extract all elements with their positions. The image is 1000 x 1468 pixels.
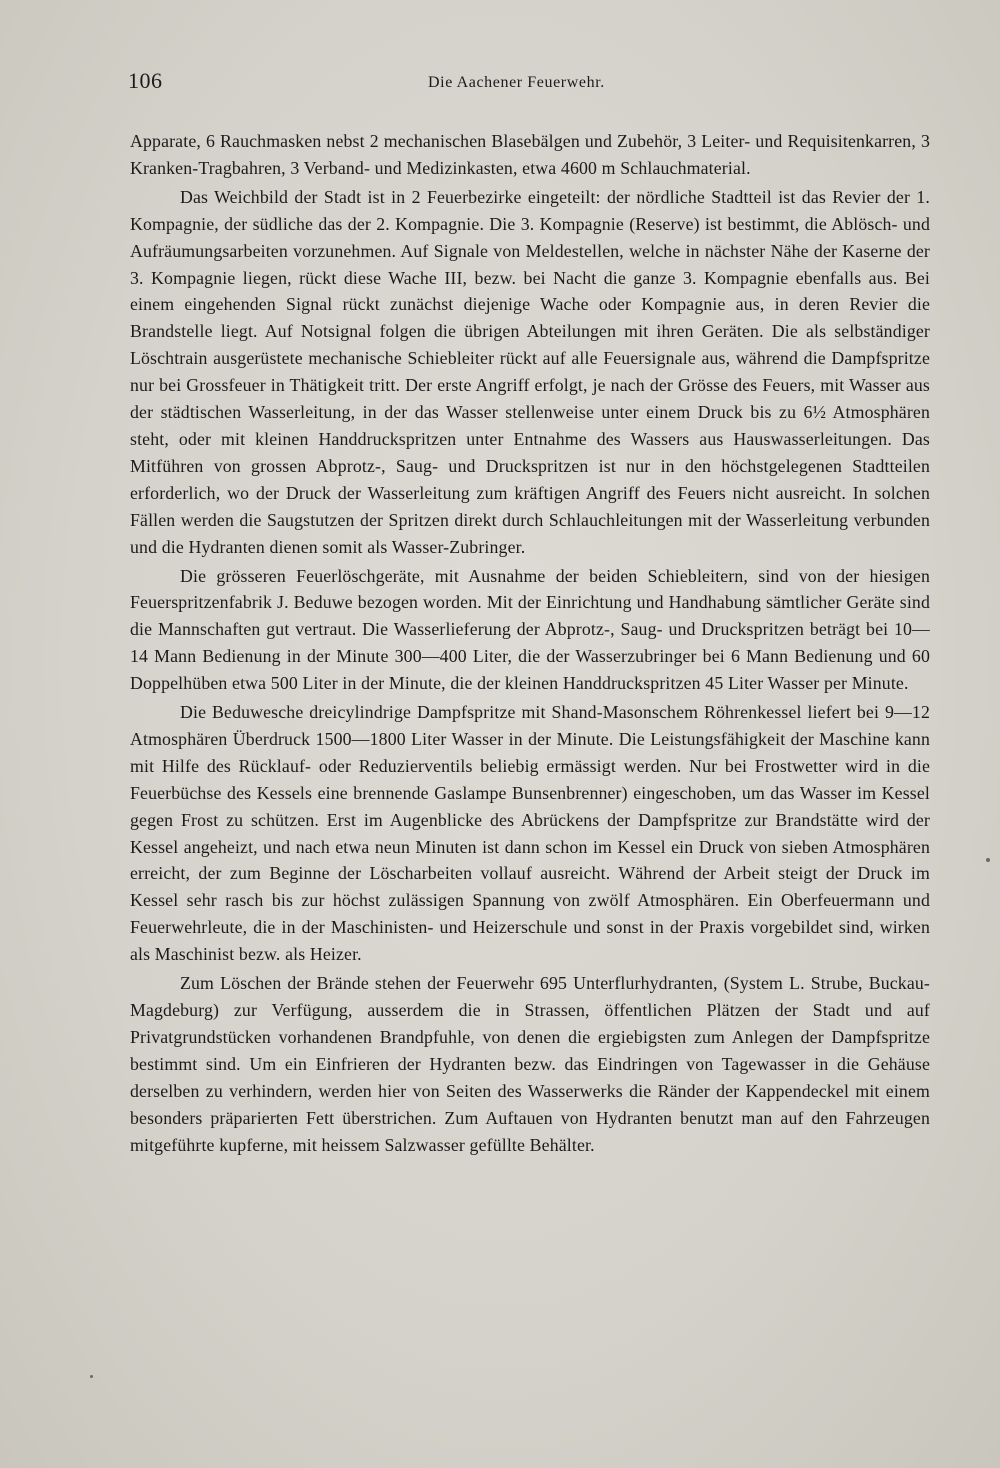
body-text bbox=[130, 128, 930, 1158]
paragraph-hydrants: Zum Löschen der Brände stehen der Feuerwehr 695 Unterflurhydranten, (System L. Strube, Buckau-Magdeburg) zur Verfügung, ausserdem die in Strassen, öffentlichen Plätzen der Stadt und auf Privatgrundstücken vorhandenen Brandpfuhle, von denen die ergiebigsten zum Anlegen der Dampfspritze bestimmt sind. Um ein Einfrieren der Hydranten bezw. das Eindringen von Tagewasser in die Gehäuse derselben zu verhindern, werden hier von Seiten des Wasserwerks die Ränder der Kappendeckel mit einem besonders präparierten Fett überstrichen. Zum Auftauen von Hydranten benutzt man auf den Fahrzeugen mitgeführte kupferne, mit heissem Salzwasser gefüllte Behälter. bbox=[130, 973, 930, 1155]
paragraph-steam-pump: Die Beduwesche dreicylindrige Dampfspritze mit Shand-Masonschem Röhrenkessel liefert bei 9—12 Atmosphären Überdruck 1500—1800 Liter Wasser in der Minute. Die Leistungsfähigkeit der Maschine kann mit Hilfe des Rücklauf- oder Reduzierventils beliebig ermässigt werden. Nur bei Frostwetter wird in die Feuerbüchse des Kessels eine brennende Gaslampe Bunsenbrenner) eingeschoben, um das Wasser im Kessel gegen Frost zu schützen. Erst im Augenblicke des Abrückens der Dampfspritze zur Brandstätte wird der Kessel angeheizt, und nach etwa neun Minuten ist dann schon im Kessel ein Druck von sieben Atmosphären erreicht, der zum Beginne der Löscharbeiten vollauf ausreicht. Während der Arbeit steigt der Druck im Kessel sehr rasch bis zur höchst zulässigen Spannung von zwölf Atmosphären. Ein Oberfeuermann und Feuerwehrleute, die in der Maschinisten- und Heizerschule und sonst in der Praxis vorgebildet sind, wirken als Maschinist bezw. als Heizer. bbox=[130, 702, 930, 965]
paragraph-fire-districts: Das Weichbild der Stadt ist in 2 Feuerbezirke eingeteilt: der nördliche Stadtteil ist das Revier der 1. Kompagnie, der südliche das der 2. Kompagnie. Die 3. Kompagnie (Reserve) ist bestimmt, die Ablösch- und Aufräumungsarbeiten vorzunehmen. Auf Signale von Meldestellen, welche in nächster Nähe der Kaserne der 3. Kompagnie liegen, rückt diese Wache III, bezw. bei Nacht die ganze 3. Kompagnie ebenfalls aus. Bei einem eingehenden Signal rückt zunächst diejenige Wache oder Kompagnie aus, in deren Revier die Brandstelle liegt. Auf Notsignal folgen die übrigen Abteilungen mit ihren Geräten. Die als selbständiger Löschtrain ausgerüstete mechanische Schiebleiter rückt auf alle Feuersignale aus, während die Dampfspritze nur bei Grossfeuer in Thätigkeit tritt. Der erste Angriff erfolgt, je nach der Grösse des Feuers, mit Wasser aus der städtischen Wasserleitung, in der das Wasser stellenweise unter einem Druck bis zu 6½ Atmosphären steht, oder mit kleinen Handdruckspritzen unter Entnahme des Wassers aus Hauswasserleitungen. Das Mitführen von grossen Abprotz-, Saug- und Druckspritzen ist nur in den höchstgelegenen Stadtteilen erforderlich, wo der Druck der Wasserleitung zum kräftigen Angriff des Feuers nicht ausreicht. In solchen Fällen werden die Saugstutzen der Spritzen direkt durch Schlauchleitungen mit der Wasserleitung verbunden und die Hydranten dienen somit als Wasser-Zubringer. bbox=[130, 186, 930, 557]
paper-speck bbox=[986, 858, 990, 862]
running-title: Die Aachener Feuerwehr. bbox=[428, 74, 605, 91]
paragraph-equipment: Die grösseren Feuerlöschgeräte, mit Ausnahme der beiden Schiebleitern, sind von der hiesigen Feuerspritzenfabrik J. Beduwe bezogen worden. Mit der Einrichtung und Handhabung sämtlicher Geräte sind die Mannschaften gut vertraut. Die Wasserlieferung der Abprotz-, Saug- und Druckspritzen beträgt bei 10—14 Mann Bedienung in der Minute 300—400 Liter, die der Wasserzubringer bei 6 Mann Bedienung und 60 Doppelhüben etwa 500 Liter in der Minute, die der kleinen Handdruckspritzen 45 Liter Wasser per Minute. bbox=[130, 565, 930, 694]
paragraph-continuation: Apparate, 6 Rauchmasken nebst 2 mechanischen Blasebälgen und Zubehör, 3 Leiter- und Requisitenkarren, 3 Kranken-Tragbahren, 3 Verband- und Medizinkasten, etwa 4600 m Schlauchmaterial. bbox=[130, 131, 930, 178]
page-header bbox=[128, 68, 934, 98]
paper-speck bbox=[90, 1375, 93, 1378]
page-number: 106 bbox=[128, 68, 163, 93]
